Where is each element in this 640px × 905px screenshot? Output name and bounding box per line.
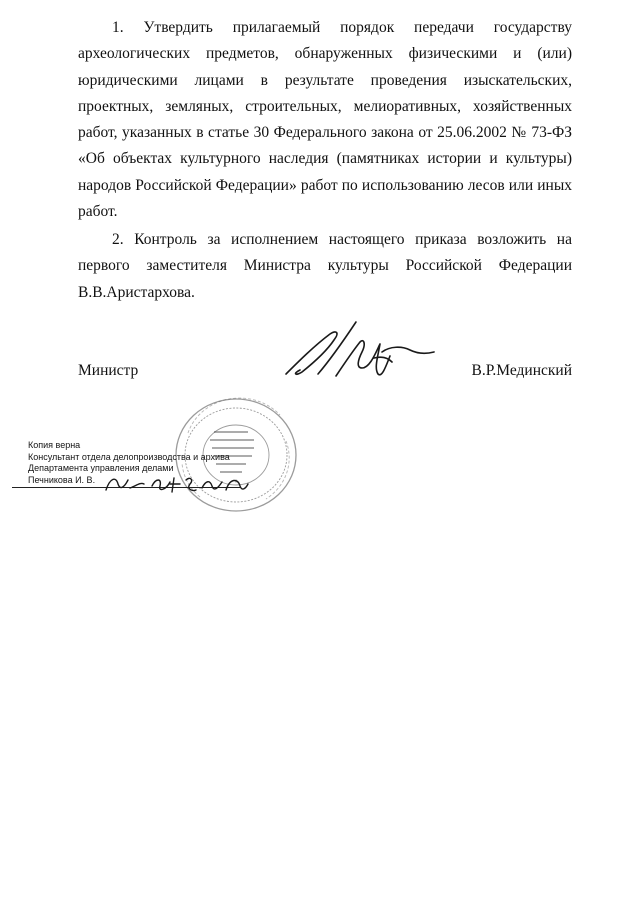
paragraph-1-text: 1. Утвердить прилагаемый порядок передачи государству археологических предметов, обнаруженных физическими и (или) юридическими лицами в результате проведения изыскательских, проектных, земляных, строительных, мелиоративных, хозяйственных работ, указанных в статье 30 Федерального закона от 25.06.2002 № 73-ФЗ «Об объектах культурного наследия (памятниках истории и культуры) народов Российской Федерации» работ по использованию лесов или иных работ. [78,19,572,221]
signature-stroke [336,341,390,376]
certification-line: Печникова И. В. [28,474,96,485]
paragraph-2 [78,227,572,306]
certification-line: Консультант отдела делопроизводства и архива [28,451,230,462]
paragraph-2-text: 2. Контроль за исполнением настоящего приказа возложить на первого заместителя Министра культуры Российской Федерации В.В.Аристархова. [78,231,572,301]
signature-stroke [318,322,356,374]
signatory-name: В.Р.Мединский [471,362,572,379]
signature-stroke [286,332,337,374]
certification-signature [100,470,250,496]
minister-signature [278,312,438,388]
signature-stroke [382,347,434,353]
signatory-role: Министр [78,362,139,379]
certification-line: Департамента управления делами [28,463,174,473]
certification-line: Копия верна [28,440,81,450]
paragraph-1 [78,15,572,225]
